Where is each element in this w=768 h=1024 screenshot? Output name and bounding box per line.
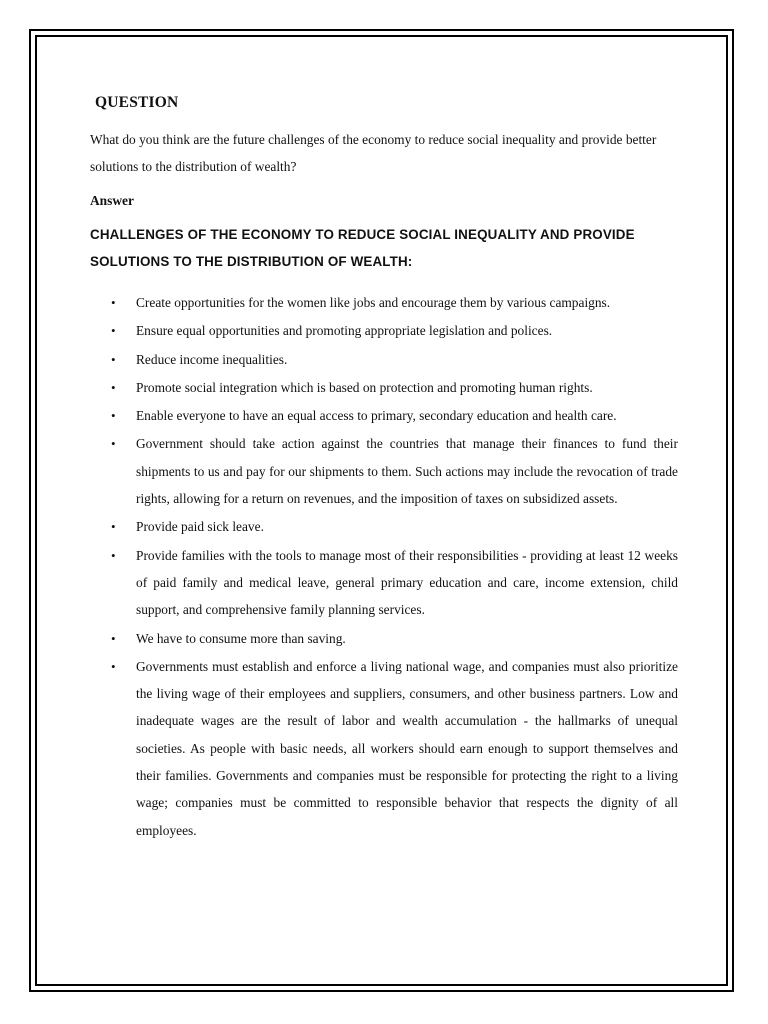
question-text: What do you think are the future challenges of the economy to reduce social inequality and provide better solutions to the distribution of wealth? (90, 132, 657, 174)
list-item (90, 653, 678, 844)
list-item (90, 346, 678, 373)
question-heading: QUESTION (95, 94, 179, 111)
list-item (90, 402, 678, 429)
bullet-icon: • (111, 547, 116, 563)
bullet-icon: • (111, 630, 116, 646)
list-item-text: Enable everyone to have an equal access to primary, secondary education and health care. (136, 408, 617, 424)
list-item-text: Provide paid sick leave. (136, 519, 264, 535)
list-item-text: Provide families with the tools to manage most of their responsibilities - providing at least 12 weeks of paid family and medical leave, general primary education and care, income extension, child support, and comprehensive family planning services. (136, 547, 678, 618)
list-item (90, 289, 678, 316)
list-item-text: Create opportunities for the women like jobs and encourage them by various campaigns. (136, 295, 611, 310)
bullet-icon: • (111, 351, 116, 367)
bullet-icon: • (111, 379, 116, 395)
list-item (90, 317, 678, 344)
bullet-icon: • (111, 295, 116, 310)
bullet-icon: • (111, 658, 116, 674)
challenges-list (90, 289, 678, 844)
bullet-icon: • (111, 323, 116, 339)
list-item-text: Ensure equal opportunities and promoting appropriate legislation and polices. (136, 323, 553, 339)
section-heading: CHALLENGES OF THE ECONOMY TO REDUCE SOCIAL INEQUALITY AND PROVIDE SOLUTIONS TO THE DISTRIBUTION OF WEALTH: (90, 227, 635, 269)
list-item-text: Governments must establish and enforce a living national wage, and companies must also prioritize the living wage of their employees and suppliers, consumers, and other business partners. Low and inadequate wages are the result of labor and wealth accumulation - the hallmarks of unequal societies. As people with basic needs, all workers should earn enough to support themselves and their families. Governments and companies must be responsible for protecting the right to a living wage; companies must be committed to responsible behavior that respects the dignity of all employees. (136, 658, 678, 838)
list-item-text: We have to consume more than saving. (136, 630, 346, 646)
bullet-icon: • (111, 519, 116, 535)
list-item (90, 542, 678, 624)
list-item (90, 374, 678, 401)
list-item-text: Reduce income inequalities. (136, 351, 288, 367)
list-item-text: Promote social integration which is based on protection and promoting human rights. (136, 379, 593, 395)
answer-label: Answer (90, 193, 134, 208)
list-item (90, 625, 678, 652)
bullet-icon: • (111, 408, 116, 424)
list-item (90, 430, 678, 512)
list-item-text: Government should take action against the countries that manage their finances to fund their shipments to us and pay for our shipments to them. Such actions may include the revocation of trade rights, allowing for a return on revenues, and the imposition of taxes on subsidized assets. (136, 436, 678, 507)
bullet-icon: • (111, 436, 116, 452)
list-item (90, 513, 678, 540)
document-content (90, 90, 678, 845)
